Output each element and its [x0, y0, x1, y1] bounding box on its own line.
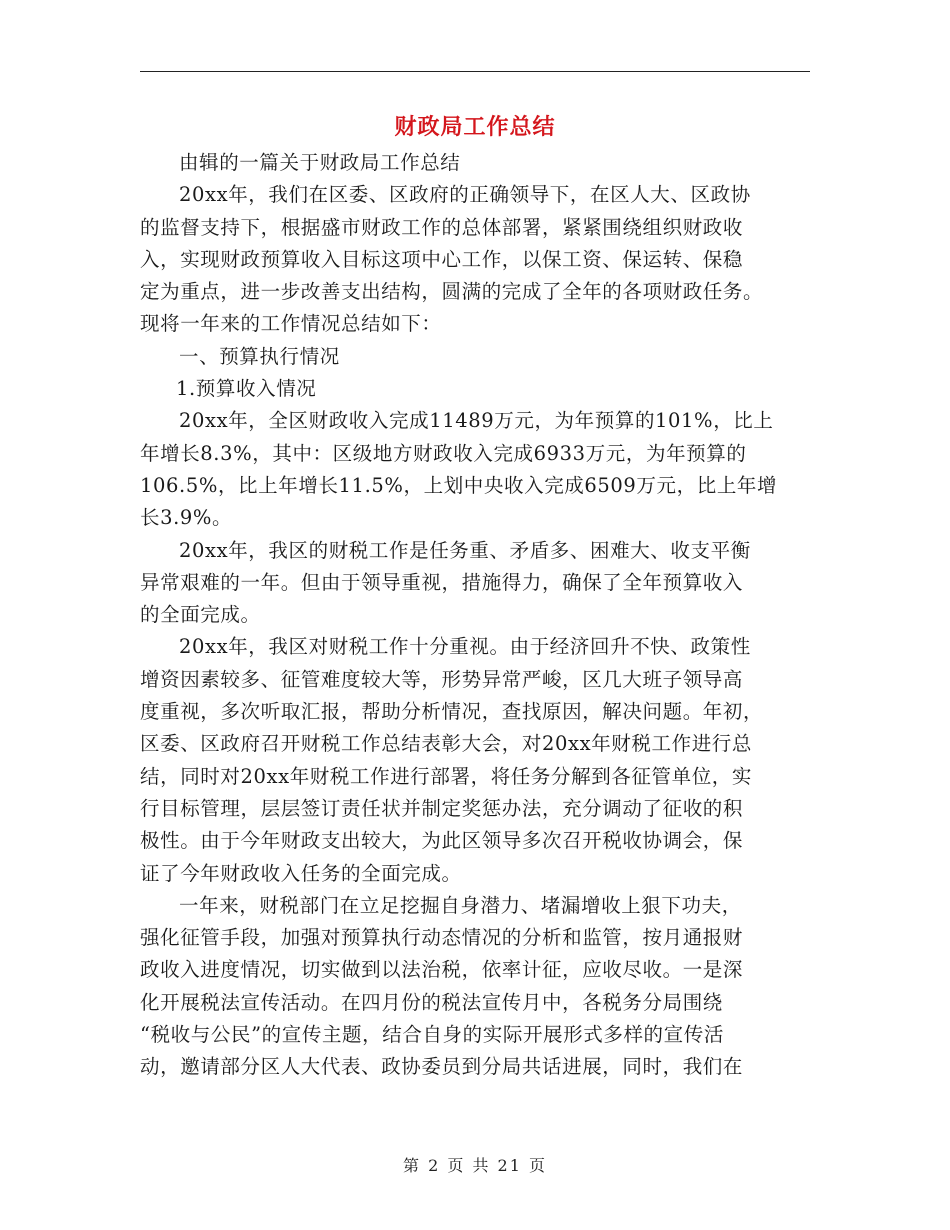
text-line: 化开展税法宣传活动。在四月份的税法宣传月中，各税务分局围绕	[140, 990, 723, 1014]
paragraph-measures	[140, 890, 815, 1084]
paragraph-revenue	[140, 405, 815, 534]
header-rule	[140, 71, 810, 72]
text-line: 政收入进度情况，切实做到以法治税，依率计征，应收尽收。一是深	[140, 958, 744, 982]
text-line: 入，实现财政预算收入目标这项中心工作，以保工资、保运转、保稳	[140, 247, 744, 271]
text-line: 20xx年，全区财政收入完成11489万元，为年预算的101%，比上	[179, 409, 774, 433]
text-line: 动，邀请部分区人大代表、政协委员到分局共话进展，同时，我们在	[140, 1055, 744, 1079]
text-line: 20xx年，我们在区委、区政府的正确领导下，在区人大、区政协	[179, 183, 751, 207]
document-title: 财政局工作总结	[394, 115, 556, 140]
text-line: 106.5%，比上年增长11.5%，上划中央收入完成6509万元，比上年增	[140, 473, 778, 497]
section-heading: 一、预算执行情况	[179, 344, 340, 368]
document-body	[140, 147, 815, 1084]
text-line: 20xx年，我区的财税工作是任务重、矛盾多、困难大、收支平衡	[179, 538, 751, 562]
text-line: 长3.9%。	[140, 506, 233, 530]
text-line: 的全面完成。	[140, 603, 261, 627]
text-line: 定为重点，进一步改善支出结构，圆满的完成了全年的各项财政任务。	[140, 280, 764, 304]
text-line: 度重视，多次听取汇报，帮助分析情况，查找原因，解决问题。年初，	[140, 700, 764, 724]
text-line: 区委、区政府召开财税工作总结表彰大会，对20xx年财税工作进行总	[140, 732, 753, 756]
paragraph-intro	[140, 179, 815, 340]
text-line: 现将一年来的工作情况总结如下：	[140, 312, 442, 336]
text-line: 增资因素较多、征管难度较大等，形势异常严峻，区几大班子领导高	[140, 667, 744, 691]
text-line: 20xx年，我区对财税工作十分重视。由于经济回升不快、政策性	[179, 635, 751, 659]
text-line: 行目标管理，层层签订责任状并制定奖惩办法，充分调动了征收的积	[140, 796, 744, 820]
text-line: 一年来，财税部门在立足挖掘自身潜力、堵漏增收上狠下功夫，	[179, 893, 742, 917]
paragraph-difficulty	[140, 535, 815, 632]
subsection-heading: 1.预算收入情况	[176, 377, 317, 401]
text-line: 的监督支持下，根据盛市财政工作的总体部署，紧紧围绕组织财政收	[140, 215, 744, 239]
text-line: 异常艰难的一年。但由于领导重视，措施得力，确保了全年预算收入	[140, 570, 744, 594]
subtitle: 由辑的一篇关于财政局工作总结	[179, 151, 461, 174]
text-line: 强化征管手段，加强对预算执行动态情况的分析和监管，按月通报财	[140, 926, 744, 950]
text-line: 证了今年财政收入任务的全面完成。	[140, 861, 462, 885]
page-number: 第 2 页 共 21 页	[403, 1156, 547, 1175]
text-line: 极性。由于今年财政支出较大，为此区领导多次召开税收协调会，保	[140, 829, 744, 853]
text-line: “税收与公民”的宣传主题，结合自身的实际开展形式多样的宣传活	[140, 1023, 724, 1047]
text-line: 结，同时对20xx年财税工作进行部署，将任务分解到各征管单位，实	[140, 764, 753, 788]
paragraph-emphasis	[140, 631, 815, 889]
text-line: 年增长8.3%，其中：区级地方财政收入完成6933万元，为年预算的	[140, 441, 747, 465]
